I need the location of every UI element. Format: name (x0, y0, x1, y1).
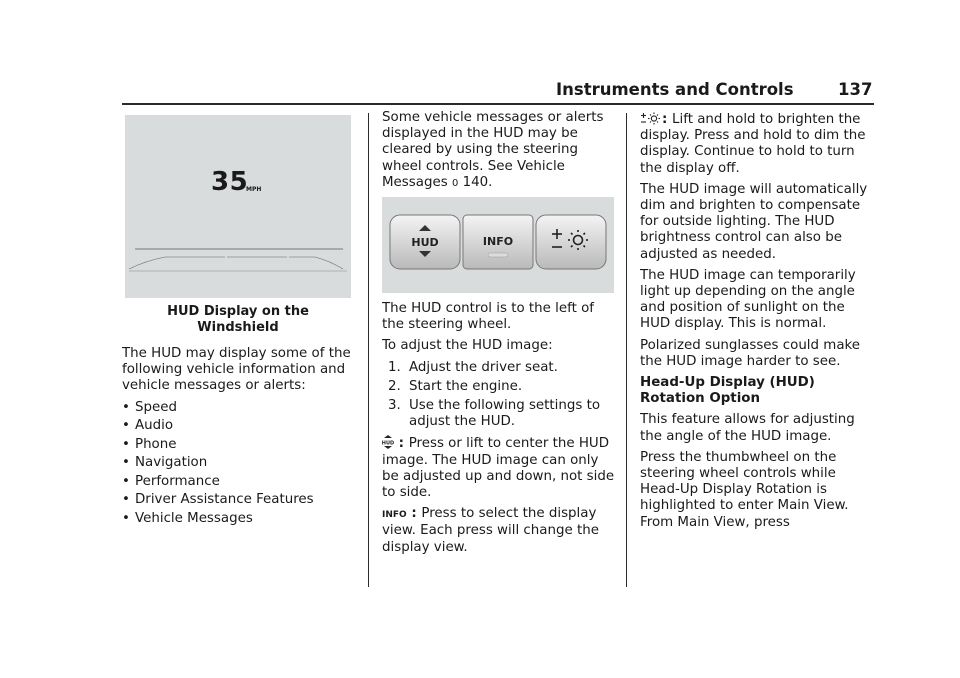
list-item: • Vehicle Messages (122, 511, 358, 527)
info-icon: INFO (382, 510, 407, 521)
thumbwheel-paragraph: Press the thumbwheel on the steering wheel controls while Head-Up Display Rotation is highlighted to enter Main View. From Main View, press (640, 449, 849, 530)
rotation-feature-paragraph: This feature allows for adjusting the angle of the HUD image. (640, 412, 855, 444)
clear-messages-paragraph (382, 110, 618, 192)
adjust-intro: To adjust the HUD image: (382, 338, 553, 354)
adjust-steps-list (382, 360, 618, 431)
hud-info-list (122, 400, 358, 527)
header-rule (122, 103, 874, 105)
hud-speed-unit: MPH (246, 186, 262, 193)
info-button-label: INFO (482, 235, 514, 248)
clear-messages-text: Some vehicle messages or alerts displayed in the HUD may be cleared by using the steering wheel controls. See Vehicle Messages (382, 110, 604, 190)
step-number: 2. (388, 378, 401, 394)
hud-control-location: The HUD control is to the left of the steering wheel. (382, 301, 595, 333)
page-ref-number: 140. (462, 174, 493, 190)
rotation-subheading: Head-Up Display (HUD) Rotation Option (640, 375, 815, 407)
hud-adjust-text: Press or lift to center the HUD image. The HUD image can only be adjusted up and down, not side to side. (382, 436, 615, 501)
list-item: • Navigation (122, 455, 358, 471)
hud-speed-value: 35 (211, 167, 249, 197)
column-divider-1 (368, 113, 369, 587)
step-text: Start the engine. (409, 378, 523, 394)
list-item (382, 360, 618, 376)
hud-intro-text: The HUD may display some of the following vehicle information and vehicle messages or alerts: (122, 346, 351, 394)
column-2-text (382, 301, 618, 561)
list-item (382, 379, 618, 395)
hud-adjust-description: HUD : Press or lift to center the HUD image. The HUD image can only be adjusted up and down, not side to side. (382, 436, 615, 501)
section-title: Instruments and Controls (556, 80, 794, 99)
page-number: 137 (838, 80, 873, 99)
step-number: 1. (388, 359, 401, 375)
list-item: • Audio (122, 418, 358, 434)
info-text: Press to select the display view. Each press will change the display view. (382, 506, 599, 555)
column-divider-2 (626, 113, 627, 587)
auto-dim-paragraph: The HUD image will automatically dim and brighten to compensate for outside lighting. The HUD brightness control can also be adjusted as needed. (640, 181, 868, 262)
list-item: • Phone (122, 437, 358, 453)
step-number: 3. (388, 398, 401, 414)
list-item: • Performance (122, 474, 358, 490)
hud-control-figure (382, 197, 614, 293)
hud-control-buttons (382, 197, 614, 293)
windshield-lines-graphic (125, 245, 351, 285)
column-3-text (640, 112, 876, 536)
brightness-icon (640, 112, 662, 125)
brightness-description: : Lift and hold to brighten the display. Press and hold to dim the display. Continue to hold to turn the display off. (640, 112, 866, 176)
column-1-text (122, 346, 358, 529)
hud-windshield-figure (125, 115, 351, 298)
polarized-paragraph: Polarized sunglasses could make the HUD image harder to see. (640, 337, 861, 369)
list-item (382, 398, 618, 430)
step-text: Adjust the driver seat. (409, 359, 558, 375)
hud-button-label: HUD (411, 236, 439, 249)
brightness-text: Lift and hold to brighten the display. Press and hold to dim the display. Continue to hold to turn the display off. (640, 112, 866, 176)
list-item: • Speed (122, 400, 358, 416)
sunlight-paragraph: The HUD image can temporarily light up depending on the angle and position of sunlight on the HUD display. This is normal. (640, 267, 856, 332)
info-description: INFO : Press to select the display view. Each press will change the display view. (382, 506, 599, 555)
step-text: Use the following settings to adjust the HUD. (409, 398, 601, 430)
page-ref-icon: 0 (451, 177, 459, 189)
svg-text:HUD: HUD (382, 440, 394, 447)
figure-caption: HUD Display on the Windshield (167, 304, 309, 335)
list-item: • Driver Assistance Features (122, 492, 358, 508)
hud-adjust-icon (382, 435, 394, 449)
